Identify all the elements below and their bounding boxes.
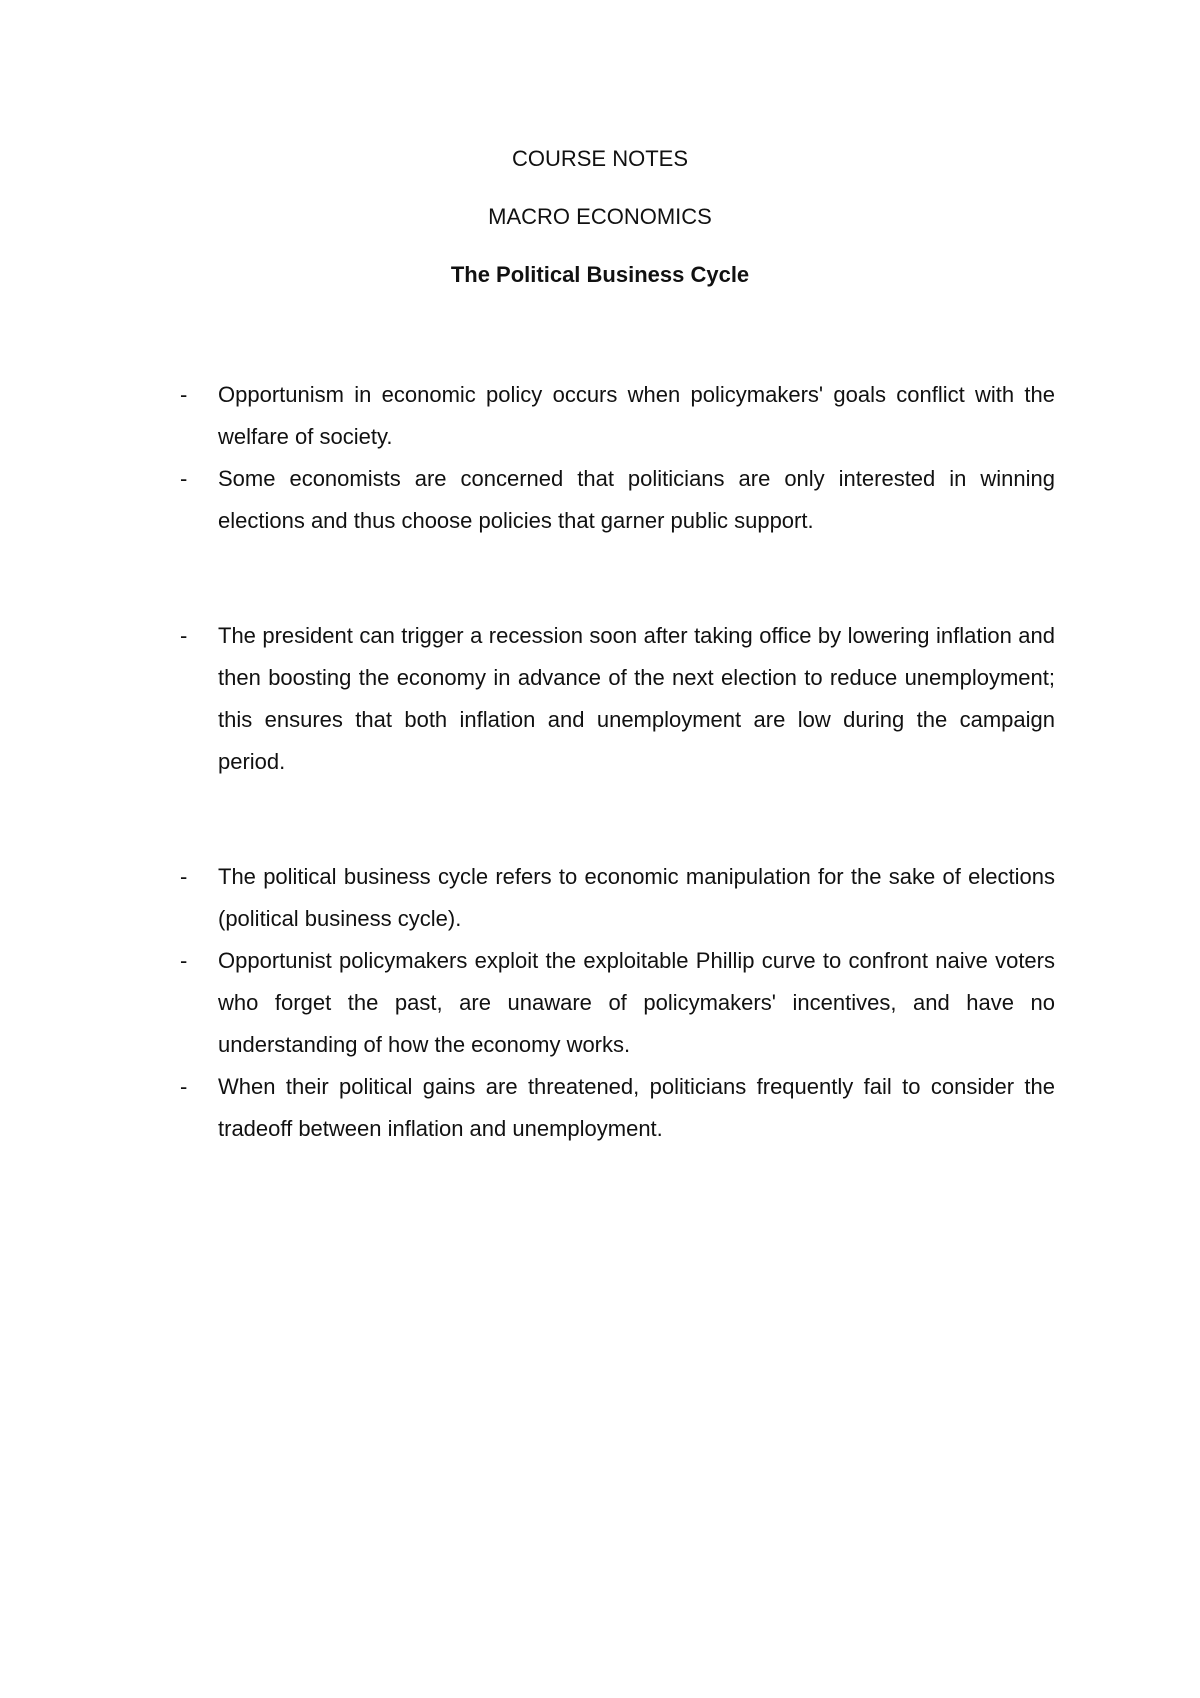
bullet-marker: - (180, 948, 188, 973)
bullet-group-1 (180, 374, 1055, 542)
bullet-marker: - (180, 864, 188, 889)
bullet-text: The political business cycle refers to economic manipulation for the sake of elections (political business cycle). (218, 864, 1055, 931)
course-name: MACRO ECONOMICS (488, 204, 712, 229)
bullet-text: Some economists are concerned that politicians are only interested in winning elections and thus choose policies that garner public support. (218, 466, 1055, 533)
bullet-item (180, 374, 1055, 458)
bullet-item (180, 458, 1055, 542)
bullet-marker: - (180, 623, 188, 648)
bullet-text: Opportunism in economic policy occurs when policymakers' goals conflict with the welfare of society. (218, 382, 1055, 449)
bullet-text: Opportunist policymakers exploit the exploitable Phillip curve to confront naive voters who forget the past, are unaware of policymakers' incentives, and have no understanding of how the economy works. (218, 948, 1055, 1057)
bullet-item (180, 940, 1055, 1066)
bullet-item (180, 1066, 1055, 1150)
bullet-text: When their political gains are threatened, politicians frequently fail to consider the tradeoff between inflation and unemployment. (218, 1074, 1055, 1141)
section-title: The Political Business Cycle (450, 262, 750, 287)
bullet-marker: - (180, 466, 188, 491)
bullet-group-3 (180, 856, 1055, 1150)
bullet-marker: - (180, 382, 188, 407)
bullet-group-2 (180, 615, 1055, 783)
bullet-item (180, 615, 1055, 783)
bullet-item (180, 856, 1055, 940)
bullet-text: The president can trigger a recession soon after taking office by lowering inflation and then boosting the economy in advance of the next election to reduce unemployment; this ensures that both inflation and unemployment are low during the campaign period. (218, 623, 1055, 774)
bullet-marker: - (180, 1074, 188, 1099)
document-title: COURSE NOTES (511, 146, 689, 171)
